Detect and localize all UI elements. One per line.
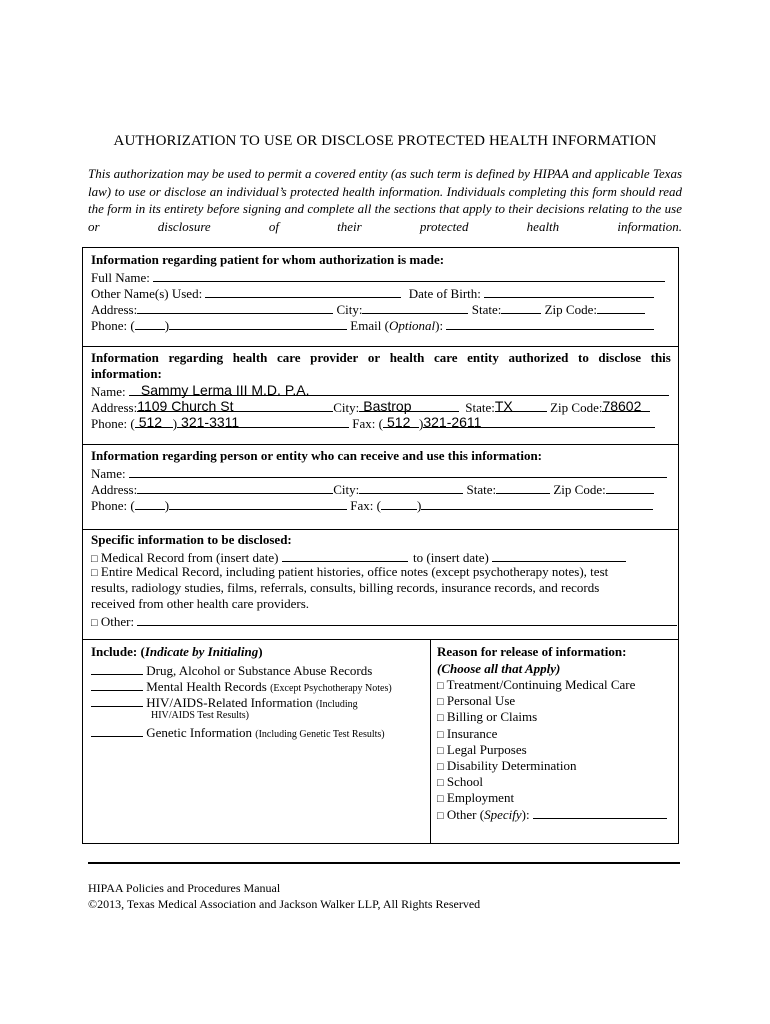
include-item-label: Drug, Alcohol or Substance Abuse Records bbox=[146, 663, 373, 678]
reason-option-label: Billing or Claims bbox=[446, 709, 538, 725]
divider bbox=[83, 529, 678, 530]
provider-city-field[interactable] bbox=[359, 398, 459, 412]
initial-field[interactable] bbox=[91, 693, 143, 707]
provider-heading-word: to bbox=[578, 350, 589, 365]
phone-number-field[interactable] bbox=[169, 316, 347, 330]
include-item-note: (Including bbox=[315, 699, 358, 710]
recipient-state-label: State: bbox=[466, 482, 497, 497]
reason-subheading: (Choose all that Apply) bbox=[437, 661, 561, 676]
include-item-label: HIV/AIDS-Related Information bbox=[146, 695, 313, 710]
entire-record-row bbox=[91, 564, 608, 581]
provider-heading-word: health bbox=[232, 350, 268, 365]
provider-heading-word: this bbox=[650, 350, 671, 365]
reason-checkbox[interactable]: □ bbox=[437, 728, 444, 741]
reason-other-label: Other ( bbox=[446, 807, 485, 822]
medical-record-label: Medical Record from (insert date) bbox=[100, 550, 279, 565]
city-label: City: bbox=[336, 302, 363, 317]
other-specific-row bbox=[91, 612, 677, 631]
zip-label: Zip Code: bbox=[544, 302, 597, 317]
recipient-city-field[interactable] bbox=[359, 480, 463, 494]
zip-field[interactable] bbox=[597, 300, 645, 314]
reason-other-close: ): bbox=[521, 807, 530, 822]
provider-heading-word: disclose bbox=[598, 350, 642, 365]
to-date-field[interactable] bbox=[492, 548, 626, 562]
divider bbox=[83, 346, 678, 347]
reason-other-specify: Specify bbox=[484, 807, 522, 822]
reason-checkbox[interactable]: □ bbox=[437, 680, 444, 692]
include-item-note: (Including Genetic Test Results) bbox=[255, 729, 385, 740]
full-name-label: Full Name: bbox=[91, 270, 150, 285]
recipient-fax-label: Fax: ( bbox=[350, 498, 381, 513]
include-item-note: (Except Psychotherapy Notes) bbox=[270, 683, 392, 694]
medical-record-checkbox[interactable]: □ bbox=[91, 553, 98, 565]
reason-option bbox=[437, 774, 483, 791]
initial-field[interactable] bbox=[91, 677, 143, 691]
reason-option bbox=[437, 677, 635, 694]
provider-name-value: Sammy Lerma III M.D. P.A. bbox=[140, 382, 310, 398]
provider-zip-value: 78602 bbox=[602, 398, 642, 414]
provider-fax-number-value: 321-2611 bbox=[423, 414, 482, 430]
provider-fax-area-value: 512 bbox=[387, 414, 411, 430]
provider-phone-number-field[interactable] bbox=[177, 414, 349, 428]
recipient-zip-field[interactable] bbox=[606, 480, 654, 494]
provider-heading-word: provider bbox=[310, 350, 359, 365]
provider-state-value: TX bbox=[494, 398, 513, 414]
reason-option bbox=[437, 726, 497, 743]
reason-heading: Reason for release of information: bbox=[437, 644, 627, 659]
include-heading-bold: Include: ( bbox=[91, 644, 145, 659]
reason-checkbox[interactable]: □ bbox=[437, 696, 444, 709]
state-label: State: bbox=[471, 302, 502, 317]
page-title: AUTHORIZATION TO USE OR DISCLOSE PROTECTED HEALTH INFORMATION bbox=[113, 133, 657, 149]
provider-phone-label: Phone: ( bbox=[91, 416, 135, 431]
reason-checkbox[interactable]: □ bbox=[437, 793, 444, 806]
provider-address-label: Address: bbox=[91, 400, 138, 415]
provider-fax-close: ) bbox=[419, 416, 424, 431]
include-heading bbox=[91, 644, 263, 660]
phone-label: Phone: ( bbox=[91, 318, 135, 333]
provider-section-heading bbox=[91, 350, 671, 366]
address-label: Address: bbox=[91, 302, 138, 317]
initial-field[interactable] bbox=[91, 661, 143, 675]
provider-heading-word: care bbox=[276, 350, 301, 365]
provider-address-value: 1109 Church St bbox=[137, 398, 234, 414]
provider-section-heading-2: information: bbox=[91, 366, 162, 381]
provider-fax-area-field[interactable] bbox=[383, 414, 419, 428]
email-field[interactable] bbox=[446, 316, 654, 330]
provider-name-field[interactable] bbox=[129, 382, 669, 396]
reason-option bbox=[437, 693, 515, 710]
provider-phone-number-value: 321-3311 bbox=[181, 414, 240, 430]
footer-line-1: HIPAA Policies and Procedures Manual bbox=[88, 881, 281, 895]
reason-option-label: Insurance bbox=[446, 725, 498, 741]
entire-record-checkbox[interactable]: □ bbox=[91, 567, 98, 579]
other-specific-label: Other: bbox=[100, 614, 135, 629]
provider-zip-label: Zip Code: bbox=[550, 400, 603, 415]
state-field[interactable] bbox=[501, 300, 541, 314]
provider-phone-area-value: 512 bbox=[138, 414, 163, 430]
reason-other-field[interactable] bbox=[533, 805, 667, 819]
recipient-fax-close: ) bbox=[417, 498, 422, 513]
provider-phone-row bbox=[91, 414, 655, 432]
provider-heading-word: entity bbox=[467, 350, 499, 365]
provider-phone-close: ) bbox=[172, 416, 178, 431]
column-divider bbox=[430, 639, 431, 844]
recipient-zip-label: Zip Code: bbox=[553, 482, 606, 497]
reason-checkbox[interactable]: □ bbox=[437, 777, 444, 790]
other-names-label: Other Name(s) Used: bbox=[91, 286, 203, 301]
provider-heading-word: health bbox=[389, 350, 425, 365]
divider bbox=[83, 639, 678, 640]
provider-city-label: City: bbox=[333, 400, 360, 415]
reason-option bbox=[437, 709, 537, 726]
other-specific-checkbox[interactable]: □ bbox=[91, 617, 98, 629]
other-names-field[interactable] bbox=[205, 284, 401, 298]
recipient-section-heading: Information regarding person or entity who can receive and use this information: bbox=[91, 448, 543, 463]
provider-heading-word: regarding bbox=[168, 350, 224, 365]
authorization-form bbox=[82, 247, 679, 844]
dob-field[interactable] bbox=[484, 284, 654, 298]
recipient-fax-area-field[interactable] bbox=[381, 496, 417, 510]
reason-checkbox[interactable]: □ bbox=[437, 744, 444, 757]
recipient-address-field[interactable] bbox=[137, 480, 333, 494]
include-item-label: Mental Health Records bbox=[146, 679, 267, 694]
full-name-field[interactable] bbox=[153, 268, 665, 282]
reason-option-label: Employment bbox=[446, 790, 515, 806]
entire-record-label-1: Entire Medical Record, including patient histories, office notes (except psychotherapy notes), test bbox=[100, 564, 609, 579]
to-date-label: to (insert date) bbox=[413, 550, 489, 565]
reason-option-label: Treatment/Continuing Medical Care bbox=[446, 677, 636, 692]
recipient-name-label: Name: bbox=[91, 466, 126, 481]
provider-zip-field[interactable] bbox=[602, 398, 650, 412]
email-label bbox=[350, 318, 443, 333]
provider-address-field[interactable] bbox=[137, 398, 333, 412]
intro-paragraph bbox=[88, 165, 682, 253]
provider-city-value: Bastrop bbox=[363, 398, 412, 414]
recipient-phone-label: Phone: ( bbox=[91, 498, 135, 513]
provider-name-label: Name: bbox=[91, 384, 126, 399]
reason-option-label: School bbox=[446, 774, 484, 790]
provider-phone-area-field[interactable] bbox=[135, 414, 173, 428]
recipient-phone-area-field[interactable] bbox=[135, 496, 165, 510]
from-date-field[interactable] bbox=[282, 548, 408, 562]
entire-record-label-2: results, radiology studies, films, referrals, consults, billing records, insurance records, and records bbox=[91, 580, 600, 595]
reason-option-label: Legal Purposes bbox=[446, 741, 527, 757]
entire-record-label-3: received from other health care providers. bbox=[91, 596, 310, 611]
recipient-phone-row bbox=[91, 496, 653, 514]
email-prefix: Email ( bbox=[350, 318, 389, 333]
recipient-fax-number-field[interactable] bbox=[421, 496, 653, 510]
initial-field[interactable] bbox=[91, 723, 143, 737]
specific-section-heading: Specific information to be disclosed: bbox=[91, 532, 292, 547]
reason-option bbox=[437, 758, 577, 775]
include-hiv-note: HIV/AIDS Test Results) bbox=[151, 710, 250, 721]
phone-area-field[interactable] bbox=[135, 316, 165, 330]
reason-other-checkbox[interactable]: □ bbox=[437, 810, 444, 822]
email-optional: Optional bbox=[388, 318, 436, 333]
footer-rule bbox=[88, 862, 680, 864]
recipient-address-label: Address: bbox=[91, 482, 138, 497]
dob-label: Date of Birth: bbox=[408, 286, 481, 301]
provider-heading-word: Information bbox=[91, 350, 159, 365]
reason-checkbox[interactable]: □ bbox=[437, 712, 444, 725]
reason-option bbox=[437, 742, 527, 759]
include-heading-italic: Indicate by Initialing bbox=[144, 644, 259, 659]
recipient-phone-number-field[interactable] bbox=[169, 496, 347, 510]
recipient-city-label: City: bbox=[333, 482, 360, 497]
phone-close: ) bbox=[164, 318, 170, 333]
address-field[interactable] bbox=[137, 300, 333, 314]
reason-option-label: Disability Determination bbox=[446, 758, 577, 773]
provider-state-field[interactable] bbox=[495, 398, 547, 412]
email-suffix: ): bbox=[435, 318, 444, 333]
provider-fax-label: Fax: ( bbox=[352, 416, 383, 431]
other-specific-field[interactable] bbox=[137, 612, 677, 626]
provider-heading-word: authorized bbox=[508, 350, 569, 365]
include-heading-close: ) bbox=[258, 644, 263, 659]
provider-heading-word: or bbox=[367, 350, 381, 365]
include-item-label: Genetic Information bbox=[146, 725, 253, 740]
recipient-state-field[interactable] bbox=[496, 480, 550, 494]
footer-line-2: ©2013, Texas Medical Association and Jackson Walker LLP, All Rights Reserved bbox=[88, 897, 481, 911]
city-field[interactable] bbox=[362, 300, 468, 314]
recipient-name-field[interactable] bbox=[129, 464, 667, 478]
divider bbox=[83, 444, 678, 445]
provider-heading-word: care bbox=[433, 350, 458, 365]
reason-other-row bbox=[437, 805, 667, 824]
provider-state-label: State: bbox=[465, 400, 495, 415]
provider-fax-number-field[interactable] bbox=[423, 414, 655, 428]
patient-section-heading: Information regarding patient for whom authorization is made: bbox=[91, 252, 445, 267]
reason-checkbox[interactable]: □ bbox=[437, 761, 444, 773]
recipient-phone-close: ) bbox=[164, 498, 170, 513]
include-item bbox=[91, 723, 385, 743]
reason-option-label: Personal Use bbox=[446, 693, 516, 709]
intro-text: This authorization may be used to permit a covered entity (as such term is defined by HIPAA and applicable Texas law) to use or disclose an individual’s protected health information. Individuals completing this form should read the form in its entirety before signing and complete all the sections that apply to their decisions relating to the use or disclosure of their protected health information. bbox=[88, 166, 682, 234]
patient-phone-row bbox=[91, 316, 654, 334]
